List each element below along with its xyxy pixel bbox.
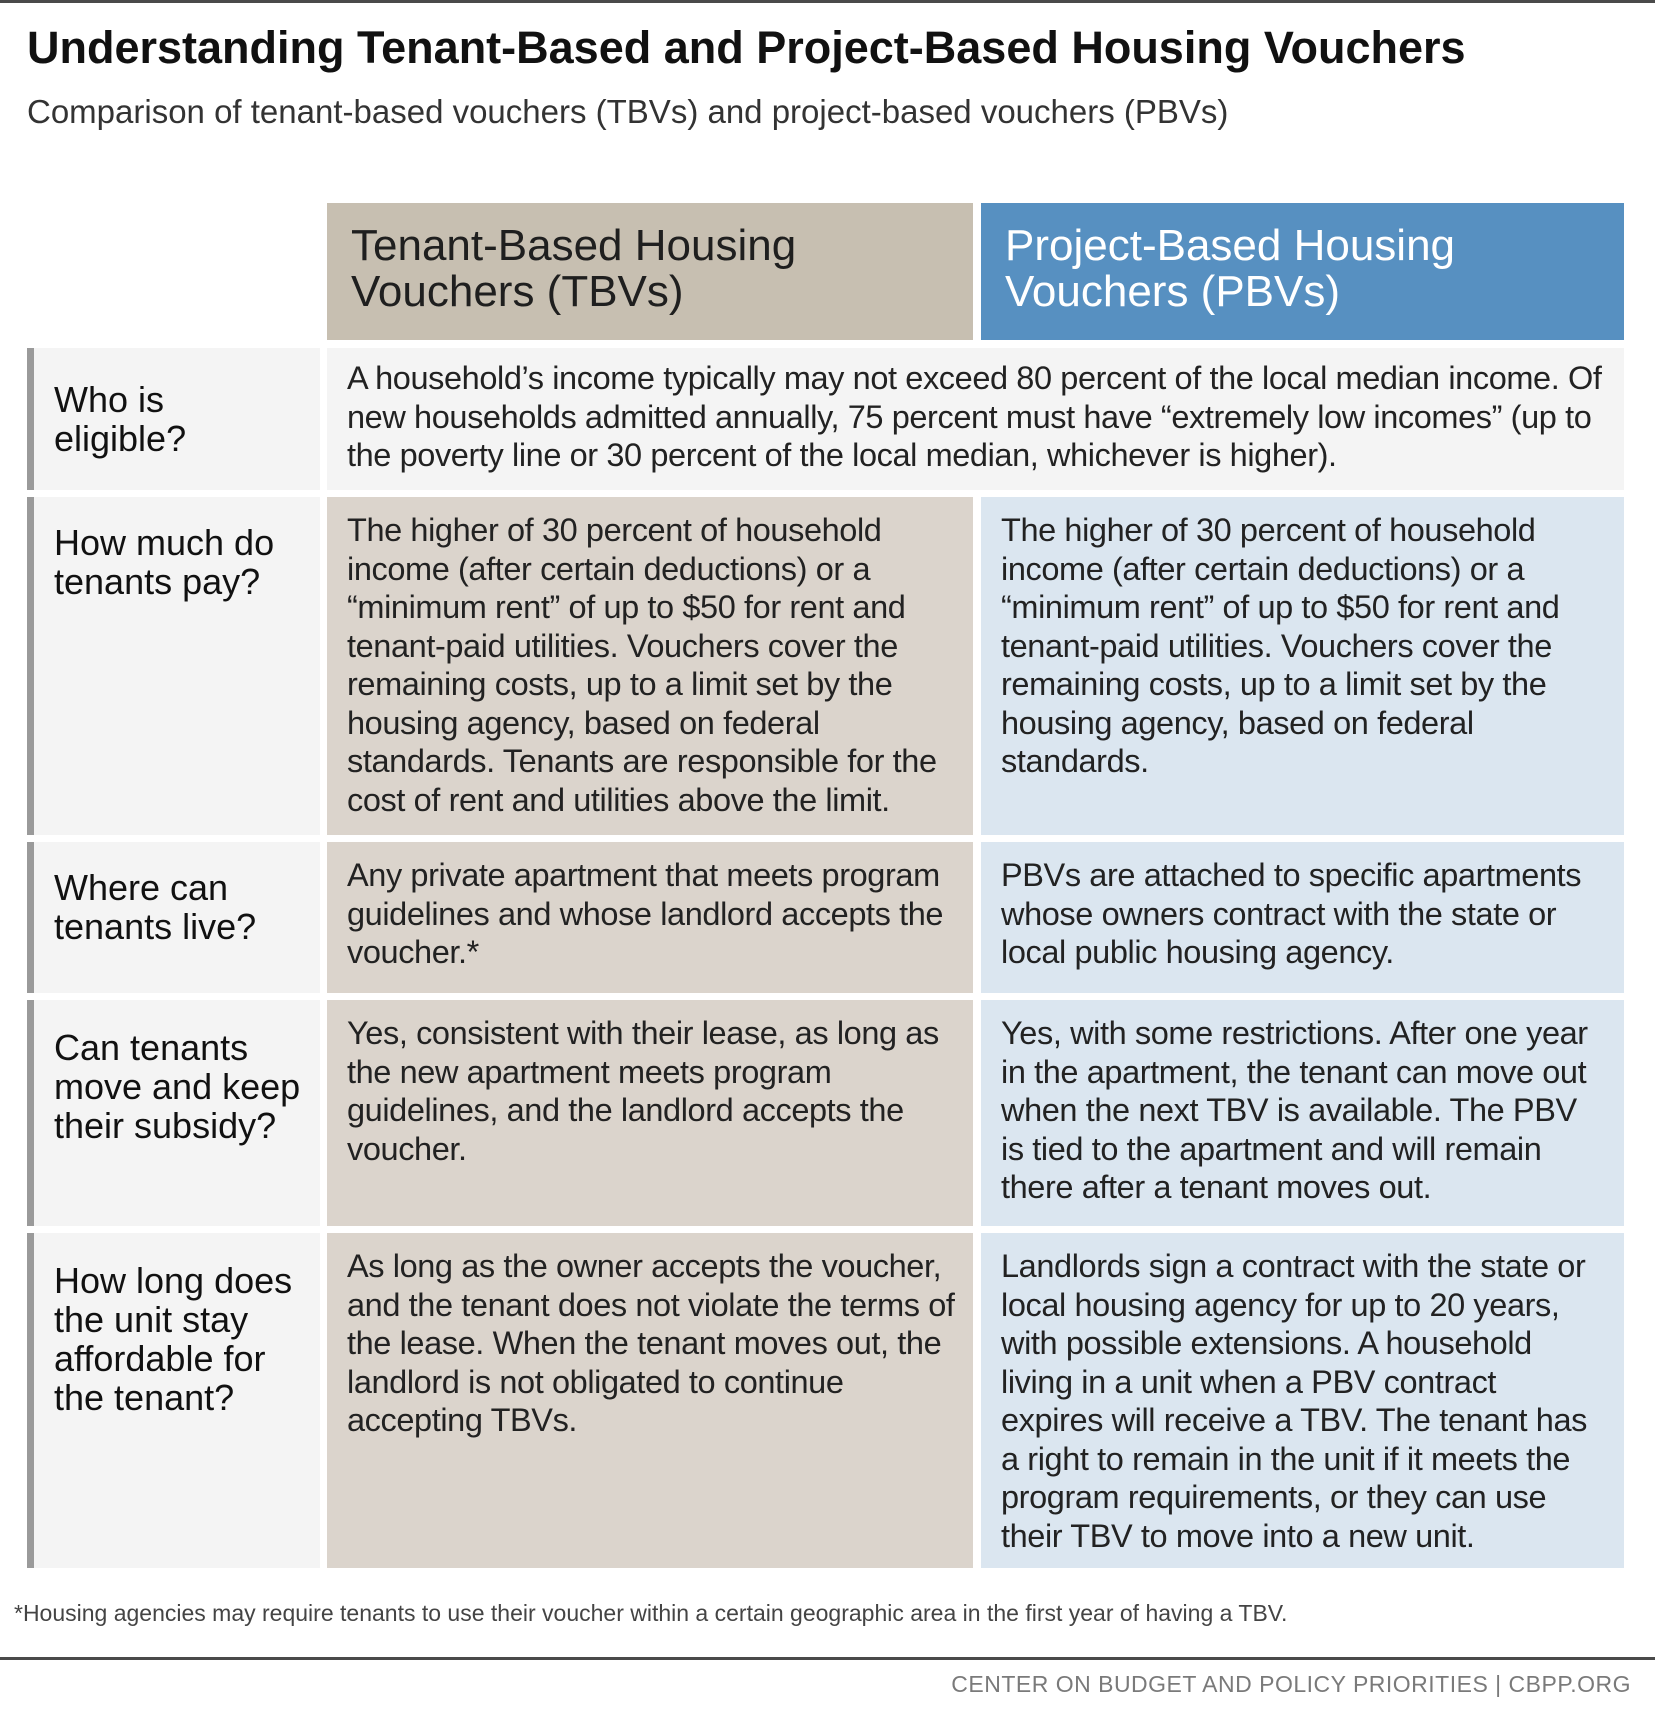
- answer-mobility-pbv: Yes, with some restrictions. After one year in the apartment, the tenant can move out when the next TBV is available. The PBV is tied to the apartment and will remain there after a tenant moves out.: [981, 1000, 1624, 1226]
- answer-affordability-pbv: Landlords sign a contract with the state or local housing agency for up to 20 years, with possible extensions. A household living in a unit when a PBV contract expires will receive a TBV. The tenant has a right to remain in the unit if it meets the program requirements, or they can use their TBV to move into a new unit.: [981, 1233, 1624, 1568]
- question-label: Can tenants move and keep their subsidy?: [54, 1027, 301, 1146]
- page-subtitle: Comparison of tenant-based vouchers (TBVs) and project-based vouchers (PBVs): [27, 93, 1229, 130]
- row-question-eligibility: [27, 348, 320, 490]
- question-label: How much do tenants pay?: [54, 522, 275, 602]
- footnote: *Housing agencies may require tenants to use their voucher within a certain geographic area in the first year of having a TBV.: [14, 1600, 1288, 1626]
- answer-eligibility-shared: A household’s income typically may not exceed 80 percent of the local median income. Of new households admitted annually, 75 percent must have “extremely low incomes” (up to the poverty line or 30 percent of the local median, whichever is higher).: [327, 348, 1624, 490]
- answer-location-tbv: Any private apartment that meets program guidelines and whose landlord accepts the voucher.*: [327, 842, 973, 993]
- page-title: Understanding Tenant-Based and Project-Based Housing Vouchers: [27, 22, 1466, 73]
- answer-payment-pbv: The higher of 30 percent of household income (after certain deductions) or a “minimum rent” of up to $50 for rent and tenant-paid utilities. Vouchers cover the remaining costs, up to a limit set by the housing agency, based on federal standards.: [981, 497, 1624, 835]
- row-question-location: [27, 842, 320, 993]
- row-question-affordability: [27, 1233, 320, 1568]
- answer-payment-tbv: The higher of 30 percent of household income (after certain deductions) or a “minimum rent” of up to $50 for rent and tenant-paid utilities. Vouchers cover the remaining costs, up to a limit set by the housing agency, based on federal standards. Tenants are responsible for the cost of rent and utilities above the limit.: [327, 497, 973, 835]
- answer-mobility-tbv: Yes, consistent with their lease, as long as the new apartment meets program guidelines, and the landlord accepts the voucher.: [327, 1000, 973, 1226]
- question-label: Who is eligible?: [54, 379, 187, 459]
- row-question-payment: [27, 497, 320, 835]
- answer-location-pbv: PBVs are attached to specific apartments whose owners contract with the state or local public housing agency.: [981, 842, 1624, 993]
- top-rule: [0, 0, 1655, 3]
- row-question-mobility: [27, 1000, 320, 1226]
- source-credit: CENTER ON BUDGET AND POLICY PRIORITIES | CBPP.ORG: [951, 1671, 1631, 1697]
- question-label: Where can tenants live?: [54, 867, 257, 947]
- question-label: How long does the unit stay affordable for the tenant?: [54, 1260, 293, 1418]
- column-header-tbv: Tenant-Based Housing Vouchers (TBVs): [327, 203, 973, 340]
- column-header-pbv: Project-Based Housing Vouchers (PBVs): [981, 203, 1624, 340]
- bottom-rule: [0, 1657, 1655, 1660]
- answer-affordability-tbv: As long as the owner accepts the voucher, and the tenant does not violate the terms of the lease. When the tenant moves out, the landlord is not obligated to continue accepting TBVs.: [327, 1233, 973, 1568]
